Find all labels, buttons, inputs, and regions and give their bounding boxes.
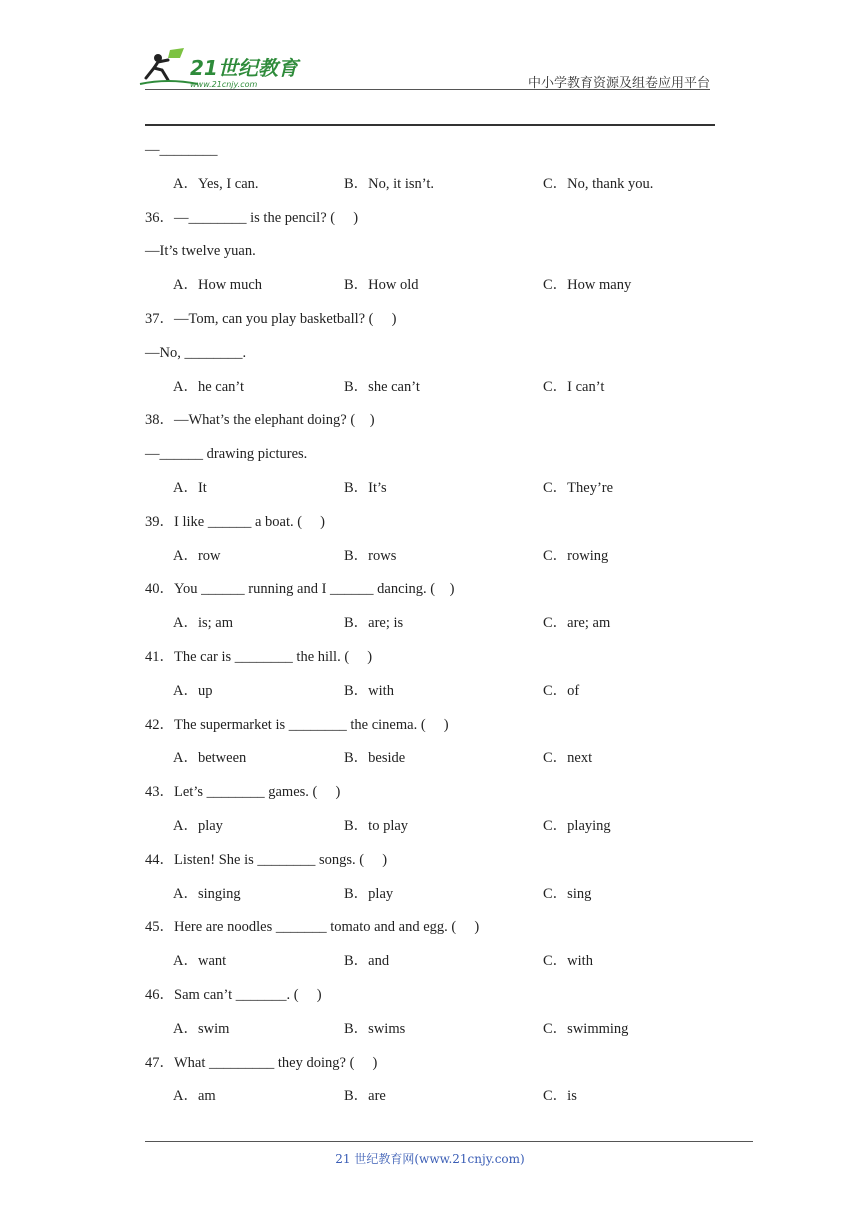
option-a: A．am (173, 1088, 216, 1105)
option-a: A．row (173, 547, 221, 564)
option-a: A．up (173, 682, 213, 699)
option-c: C．I can’t (543, 378, 605, 395)
option-c: C．playing (543, 817, 611, 834)
option-a: A．want (173, 953, 227, 970)
option-c: C．are; am (543, 615, 611, 632)
option-a: A．he can’t (173, 378, 244, 395)
question-reply: —______ drawing pictures. (145, 446, 308, 463)
option-row (145, 945, 725, 979)
question-stem: 44．Listen! She is ________ songs. ( ) (145, 851, 388, 868)
option-b: B．It’s (344, 479, 387, 496)
option-row (145, 472, 725, 506)
option-row (145, 810, 725, 844)
footer-link[interactable]: 21 世纪教育网(www.21cnjy.com) (335, 1152, 525, 1166)
option-b: B．are; is (344, 615, 404, 632)
option-row (145, 675, 725, 709)
question-stem: 47．What _________ they doing? ( ) (145, 1054, 378, 1071)
option-row (145, 540, 725, 574)
option-c: C．of (543, 682, 580, 699)
option-row (145, 269, 725, 303)
option-row (145, 371, 725, 405)
option-b: B．she can’t (344, 378, 420, 395)
question-stem: 37．—Tom, can you play basketball? ( ) (145, 310, 397, 327)
option-a: A．Yes, I can. (173, 175, 259, 192)
site-logo (138, 44, 308, 90)
option-b: B．to play (344, 817, 409, 834)
logo-url: www.21cnjy.com (190, 80, 258, 89)
option-c: C．with (543, 953, 593, 970)
option-a: A．swim (173, 1020, 230, 1037)
footer-rule (145, 1141, 753, 1142)
option-a: A．is; am (173, 615, 234, 632)
question-stem: 40．You ______ running and I ______ dancing. ( ) (145, 581, 455, 598)
question-stem: 43．Let’s ________ games. ( ) (145, 784, 341, 801)
option-a: A．between (173, 750, 247, 767)
option-row (145, 168, 725, 202)
option-b: B．with (344, 682, 394, 699)
option-c: C．next (543, 750, 593, 767)
option-c: C．How many (543, 277, 632, 294)
option-b: B．rows (344, 547, 397, 564)
option-b: B．and (344, 953, 390, 970)
answer-line: —________ (145, 142, 218, 158)
option-b: B．How old (344, 277, 419, 294)
option-b: B．swims (344, 1020, 406, 1037)
question-stem: 42．The supermarket is ________ the cinema. ( ) (145, 716, 449, 733)
option-row (145, 1013, 725, 1047)
option-a: A．singing (173, 885, 241, 902)
option-row (145, 607, 725, 641)
option-c: C．swimming (543, 1020, 629, 1037)
question-stem: 41．The car is ________ the hill. ( ) (145, 648, 373, 665)
header-rule (145, 89, 710, 90)
option-c: C．No, thank you. (543, 175, 654, 192)
logo-text: 21世纪教育 (190, 56, 298, 80)
question-stem: 45．Here are noodles _______ tomato and and egg. ( ) (145, 919, 480, 936)
option-b: B．are (344, 1088, 386, 1105)
option-b: B．No, it isn’t. (344, 175, 434, 192)
option-row (145, 878, 725, 912)
option-c: C．sing (543, 885, 592, 902)
top-rule (145, 124, 715, 126)
option-row (145, 742, 725, 776)
question-stem: 46．Sam can’t _______. ( ) (145, 986, 322, 1003)
option-a: A．How much (173, 277, 263, 294)
question-reply: —No, ________. (145, 344, 247, 361)
option-a: A．play (173, 817, 223, 834)
question-stem: 38．—What’s the elephant doing? ( ) (145, 412, 375, 429)
option-c: C．rowing (543, 547, 609, 564)
option-b: B．beside (344, 750, 406, 767)
option-c: C．They’re (543, 479, 614, 496)
question-reply: —It’s twelve yuan. (145, 243, 256, 260)
option-row (145, 1080, 725, 1114)
question-stem: 39．I like ______ a boat. ( ) (145, 513, 326, 530)
option-c: C．is (543, 1088, 577, 1105)
option-b: B．play (344, 885, 394, 902)
header-tagline: 中小学教育资源及组卷应用平台 (527, 76, 710, 91)
question-stem: 36．—________ is the pencil? ( ) (145, 209, 359, 226)
question-list (145, 134, 725, 1114)
option-a: A．It (173, 479, 207, 496)
